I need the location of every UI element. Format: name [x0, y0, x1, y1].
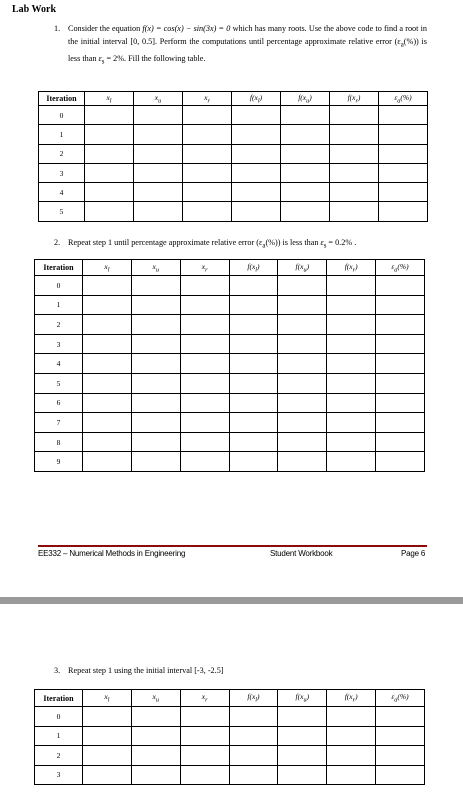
iteration-number: 0 [35, 276, 83, 296]
iteration-number: 3 [35, 334, 83, 354]
footer-workbook: Student Workbook [270, 549, 333, 558]
answer-cell[interactable] [180, 315, 229, 335]
answer-cell[interactable] [281, 106, 330, 125]
table-row [39, 163, 428, 182]
answer-cell[interactable] [327, 295, 376, 315]
question-3 [54, 664, 408, 677]
q1-text-c: (%)) is less than [68, 37, 427, 63]
answer-cell[interactable] [278, 726, 327, 746]
q2-sub-s: s [323, 242, 327, 250]
answer-cell[interactable] [131, 746, 180, 766]
table-row [39, 202, 428, 221]
answer-cell[interactable] [134, 202, 183, 221]
column-header: $x_l$ [83, 260, 132, 276]
section-heading: Lab Work [12, 4, 56, 15]
answer-cell[interactable] [83, 393, 132, 413]
answer-cell[interactable] [379, 125, 428, 144]
column-header: $f(x_r)$ [330, 92, 379, 106]
table-row [35, 276, 425, 296]
iteration-table-3 [34, 689, 425, 785]
column-header: $x_r$ [180, 260, 229, 276]
column-header: $\varepsilon_a(\%)$ [379, 92, 428, 106]
answer-cell[interactable] [83, 276, 132, 296]
table-row [35, 295, 425, 315]
q1-text-b: which has many roots. Use the above code to find a root in the initial interval [0, 0.5]. Perform the computations until percentage approximate relative error (ε [68, 24, 427, 46]
answer-cell[interactable] [330, 144, 379, 163]
iteration-number: 1 [35, 295, 83, 315]
iteration-number: 6 [35, 393, 83, 413]
answer-cell[interactable] [281, 163, 330, 182]
table-row [35, 707, 425, 727]
answer-cell[interactable] [376, 413, 425, 433]
table-row [35, 354, 425, 374]
table-row [35, 373, 425, 393]
iteration-number: 2 [35, 746, 83, 766]
answer-cell[interactable] [131, 276, 180, 296]
answer-cell[interactable] [131, 295, 180, 315]
q1-equation: f(x) = cos(x) − sin(3x) = 0 [142, 24, 231, 33]
answer-cell[interactable] [278, 746, 327, 766]
column-header: $x_u$ [131, 260, 180, 276]
answer-cell[interactable] [131, 413, 180, 433]
answer-cell[interactable] [134, 125, 183, 144]
table-row [39, 144, 428, 163]
table-row [39, 183, 428, 202]
answer-cell[interactable] [85, 106, 134, 125]
answer-cell[interactable] [232, 144, 281, 163]
answer-cell[interactable] [229, 413, 278, 433]
answer-cell[interactable] [131, 334, 180, 354]
answer-cell[interactable] [180, 452, 229, 472]
answer-cell[interactable] [330, 202, 379, 221]
answer-cell[interactable] [180, 354, 229, 374]
q2-sub-a: a [262, 242, 266, 250]
table-row [39, 125, 428, 144]
answer-cell[interactable] [131, 452, 180, 472]
table-row [35, 315, 425, 335]
iteration-number: 0 [39, 106, 85, 125]
footer-page-number: Page 6 [401, 549, 426, 558]
question-1-number: 1. [54, 24, 61, 33]
answer-cell[interactable] [85, 144, 134, 163]
answer-cell[interactable] [183, 163, 232, 182]
answer-cell[interactable] [376, 295, 425, 315]
answer-cell[interactable] [180, 726, 229, 746]
answer-cell[interactable] [327, 276, 376, 296]
footer-rule [38, 545, 427, 547]
column-header: $x_u$ [131, 690, 180, 707]
column-header: $x_l$ [85, 92, 134, 106]
answer-cell[interactable] [281, 125, 330, 144]
answer-cell[interactable] [183, 144, 232, 163]
answer-cell[interactable] [327, 393, 376, 413]
column-header: $x_l$ [83, 690, 132, 707]
iteration-table-2 [34, 259, 425, 472]
column-header: $f(x_l)$ [229, 690, 278, 707]
q3-text: Repeat step 1 using the initial interval [-3, -2.5] [68, 666, 224, 675]
iteration-number: 5 [35, 373, 83, 393]
iteration-number: 3 [35, 765, 83, 785]
table-row [35, 452, 425, 472]
answer-cell[interactable] [131, 393, 180, 413]
answer-cell[interactable] [379, 183, 428, 202]
column-header: $\varepsilon_a(\%)$ [376, 260, 425, 276]
answer-cell[interactable] [278, 276, 327, 296]
answer-cell[interactable] [180, 334, 229, 354]
answer-cell[interactable] [278, 765, 327, 785]
answer-cell[interactable] [278, 707, 327, 727]
column-header: Iteration [35, 690, 83, 707]
answer-cell[interactable] [278, 393, 327, 413]
answer-cell[interactable] [278, 315, 327, 335]
answer-cell[interactable] [83, 432, 132, 452]
answer-cell[interactable] [180, 707, 229, 727]
table-row [35, 393, 425, 413]
answer-cell[interactable] [327, 413, 376, 433]
table-row [35, 765, 425, 785]
q1-eps: ε [98, 53, 102, 63]
answer-cell[interactable] [281, 144, 330, 163]
answer-cell[interactable] [180, 765, 229, 785]
answer-cell[interactable] [83, 452, 132, 472]
answer-cell[interactable] [232, 125, 281, 144]
iteration-number: 2 [35, 315, 83, 335]
q2-text-c: = 0.2% . [328, 238, 357, 247]
answer-cell[interactable] [229, 315, 278, 335]
iteration-table-1 [38, 91, 428, 222]
answer-cell[interactable] [180, 276, 229, 296]
answer-cell[interactable] [376, 432, 425, 452]
column-header: $f(x_u)$ [281, 92, 330, 106]
answer-cell[interactable] [376, 393, 425, 413]
answer-cell[interactable] [180, 746, 229, 766]
q1-sub-a: a [400, 41, 404, 49]
iteration-number: 0 [35, 707, 83, 727]
answer-cell[interactable] [327, 354, 376, 374]
answer-cell[interactable] [180, 432, 229, 452]
answer-cell[interactable] [379, 144, 428, 163]
answer-cell[interactable] [229, 765, 278, 785]
answer-cell[interactable] [330, 106, 379, 125]
answer-cell[interactable] [330, 163, 379, 182]
answer-cell[interactable] [180, 393, 229, 413]
answer-cell[interactable] [131, 373, 180, 393]
answer-cell[interactable] [131, 707, 180, 727]
column-header: $f(x_u)$ [278, 690, 327, 707]
answer-cell[interactable] [131, 354, 180, 374]
iteration-number: 9 [35, 452, 83, 472]
answer-cell[interactable] [379, 202, 428, 221]
answer-cell[interactable] [134, 163, 183, 182]
answer-cell[interactable] [131, 315, 180, 335]
answer-cell[interactable] [232, 163, 281, 182]
iteration-number: 3 [39, 163, 85, 182]
answer-cell[interactable] [327, 373, 376, 393]
column-header: $f(x_l)$ [229, 260, 278, 276]
column-header: Iteration [39, 92, 85, 106]
column-header: $x_u$ [134, 92, 183, 106]
answer-cell[interactable] [376, 726, 425, 746]
answer-cell[interactable] [376, 315, 425, 335]
answer-cell[interactable] [183, 202, 232, 221]
column-header: $f(x_r)$ [327, 690, 376, 707]
answer-cell[interactable] [376, 765, 425, 785]
iteration-number: 2 [39, 144, 85, 163]
answer-cell[interactable] [278, 334, 327, 354]
answer-cell[interactable] [327, 452, 376, 472]
column-header: $x_r$ [180, 690, 229, 707]
table-header-row [39, 92, 428, 106]
q2-text-a: Repeat step 1 until percentage approximate relative error (ε [68, 238, 263, 247]
question-3-number: 3. [54, 666, 61, 675]
q1-text-a: Consider the equation [68, 24, 141, 33]
answer-cell[interactable] [278, 295, 327, 315]
answer-cell[interactable] [131, 765, 180, 785]
answer-cell[interactable] [229, 354, 278, 374]
answer-cell[interactable] [376, 746, 425, 766]
answer-cell[interactable] [229, 295, 278, 315]
answer-cell[interactable] [131, 726, 180, 746]
iteration-number: 4 [35, 354, 83, 374]
answer-cell[interactable] [134, 183, 183, 202]
q1-sub-s: s [101, 58, 105, 66]
answer-cell[interactable] [83, 354, 132, 374]
iteration-number: 5 [39, 202, 85, 221]
answer-cell[interactable] [281, 183, 330, 202]
answer-cell[interactable] [278, 452, 327, 472]
column-header: $x_r$ [183, 92, 232, 106]
answer-cell[interactable] [83, 746, 132, 766]
answer-cell[interactable] [327, 432, 376, 452]
answer-cell[interactable] [83, 295, 132, 315]
table-row [35, 334, 425, 354]
q2-eps: ε [320, 238, 324, 247]
answer-cell[interactable] [83, 765, 132, 785]
answer-cell[interactable] [229, 707, 278, 727]
table-header-row [35, 690, 425, 707]
answer-cell[interactable] [327, 765, 376, 785]
answer-cell[interactable] [278, 413, 327, 433]
answer-cell[interactable] [330, 183, 379, 202]
table-row [39, 106, 428, 125]
table-row [35, 413, 425, 433]
table-row [35, 726, 425, 746]
answer-cell[interactable] [376, 334, 425, 354]
iteration-number: 7 [35, 413, 83, 433]
iteration-number: 1 [35, 726, 83, 746]
answer-cell[interactable] [376, 707, 425, 727]
table-row [35, 432, 425, 452]
answer-cell[interactable] [278, 373, 327, 393]
answer-cell[interactable] [281, 202, 330, 221]
answer-cell[interactable] [376, 373, 425, 393]
question-2 [54, 236, 438, 253]
answer-cell[interactable] [229, 393, 278, 413]
answer-cell[interactable] [180, 413, 229, 433]
answer-cell[interactable] [232, 106, 281, 125]
answer-cell[interactable] [83, 315, 132, 335]
answer-cell[interactable] [330, 125, 379, 144]
page-break-separator [0, 597, 463, 604]
answer-cell[interactable] [85, 125, 134, 144]
answer-cell[interactable] [229, 452, 278, 472]
answer-cell[interactable] [229, 373, 278, 393]
answer-cell[interactable] [85, 202, 134, 221]
answer-cell[interactable] [278, 354, 327, 374]
column-header: $f(x_l)$ [232, 92, 281, 106]
answer-cell[interactable] [327, 315, 376, 335]
answer-cell[interactable] [327, 707, 376, 727]
table-row [35, 746, 425, 766]
answer-cell[interactable] [83, 726, 132, 746]
answer-cell[interactable] [376, 452, 425, 472]
answer-cell[interactable] [229, 432, 278, 452]
answer-cell[interactable] [379, 163, 428, 182]
answer-cell[interactable] [83, 373, 132, 393]
answer-cell[interactable] [379, 106, 428, 125]
column-header: $\varepsilon_a(\%)$ [376, 690, 425, 707]
iteration-number: 4 [39, 183, 85, 202]
answer-cell[interactable] [327, 726, 376, 746]
answer-cell[interactable] [229, 276, 278, 296]
answer-cell[interactable] [327, 334, 376, 354]
answer-cell[interactable] [229, 746, 278, 766]
answer-cell[interactable] [183, 183, 232, 202]
iteration-number: 8 [35, 432, 83, 452]
table-header-row [35, 260, 425, 276]
answer-cell[interactable] [232, 183, 281, 202]
answer-cell[interactable] [232, 202, 281, 221]
answer-cell[interactable] [327, 746, 376, 766]
column-header: Iteration [35, 260, 83, 276]
answer-cell[interactable] [134, 144, 183, 163]
answer-cell[interactable] [83, 707, 132, 727]
answer-cell[interactable] [134, 106, 183, 125]
answer-cell[interactable] [85, 183, 134, 202]
question-1 [54, 22, 427, 68]
answer-cell[interactable] [85, 163, 134, 182]
answer-cell[interactable] [376, 354, 425, 374]
footer-course: EE332 – Numerical Methods in Engineering [38, 549, 186, 558]
iteration-number: 1 [39, 125, 85, 144]
answer-cell[interactable] [83, 334, 132, 354]
answer-cell[interactable] [278, 432, 327, 452]
answer-cell[interactable] [180, 373, 229, 393]
answer-cell[interactable] [183, 106, 232, 125]
answer-cell[interactable] [376, 276, 425, 296]
q1-text-d: = 2%. Fill the following table. [106, 53, 206, 63]
answer-cell[interactable] [180, 295, 229, 315]
answer-cell[interactable] [83, 413, 132, 433]
q2-text-b: (%)) is less than [265, 238, 319, 247]
answer-cell[interactable] [229, 334, 278, 354]
answer-cell[interactable] [131, 432, 180, 452]
answer-cell[interactable] [229, 726, 278, 746]
column-header: $f(x_u)$ [278, 260, 327, 276]
answer-cell[interactable] [183, 125, 232, 144]
column-header: $f(x_r)$ [327, 260, 376, 276]
question-2-number: 2. [54, 238, 61, 247]
